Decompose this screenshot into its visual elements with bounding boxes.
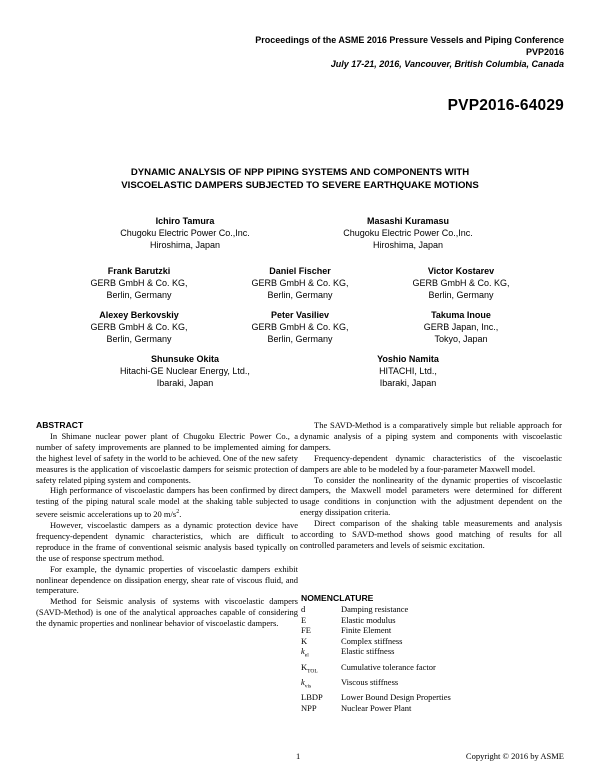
author-affiliation: HITACHI, Ltd., — [379, 366, 437, 376]
nomenclature-row — [301, 662, 563, 677]
nomenclature-definition: Viscous stiffness — [341, 676, 399, 687]
author-location: Hiroshima, Japan — [372, 240, 444, 250]
symbol-main: LBDP — [301, 692, 323, 703]
nomenclature-row — [301, 677, 563, 692]
nomenclature-row — [301, 636, 563, 647]
nomenclature-row — [301, 625, 563, 636]
nomenclature-definition: Complex stiffness — [341, 635, 403, 646]
conference-acronym: PVP2016 — [525, 47, 564, 57]
nomenclature-symbol — [301, 692, 341, 703]
author-affiliation: Hitachi-GE Nuclear Energy, Ltd., — [120, 366, 250, 376]
nomenclature-definition: Damping resistance — [341, 604, 409, 614]
author-name: Takuma Inoue — [431, 310, 491, 320]
author-affiliation: Chugoku Electric Power Co.,Inc. — [120, 228, 250, 238]
copyright-notice: Copyright © 2016 by ASME — [465, 751, 564, 761]
abstract-paragraph: However, viscoelastic dampers as a dynamic protection device have frequency-dependent dynamic characteristics, which are difficult to reproduce in the frame of conventional seismic analysis based typically on the use of response spectrum method. — [36, 519, 298, 563]
symbol-main: E — [301, 614, 307, 625]
nomenclature-definition: Elastic modulus — [341, 614, 396, 625]
author-block — [64, 309, 214, 345]
author-location: Ibaraki, Japan — [379, 378, 437, 388]
author-location: Berlin, Germany — [106, 290, 172, 300]
nomenclature-row — [301, 604, 563, 615]
abstract-right-column — [300, 420, 562, 551]
paper-id: PVP2016-64029 — [447, 97, 564, 114]
author-affiliation: GERB GmbH & Co. KG, — [90, 322, 188, 332]
nomenclature-symbol — [301, 604, 341, 615]
abstract-paragraph: Direct comparison of the shaking table measurements and analysis according to SAVD-method shows good matching of results for all controlled parameters and levels of seismic excitation. — [300, 518, 562, 550]
symbol-subscript: vis — [304, 683, 312, 690]
author-affiliation: GERB Japan, Inc., — [423, 322, 499, 332]
nomenclature-row — [301, 692, 563, 703]
author-location: Ibaraki, Japan — [156, 378, 214, 388]
author-location: Hiroshima, Japan — [149, 240, 221, 250]
nomenclature-symbol — [301, 615, 341, 626]
paper-title — [40, 166, 560, 192]
nomenclature-definition: Elastic stiffness — [341, 646, 395, 657]
author-location: Tokyo, Japan — [434, 334, 488, 344]
author-block — [333, 215, 483, 251]
nomenclature-definition: Nuclear Power Plant — [341, 702, 412, 713]
author-affiliation: GERB GmbH & Co. KG, — [251, 278, 349, 288]
author-block — [386, 265, 536, 301]
abstract-paragraph: To consider the nonlinearity of the dynamic properties of viscoelastic dampers, the Maxwell model parameters were determined for different usage conditions in conjunction with the adjustment dependent on the energy dissipation criteria. — [300, 474, 562, 518]
author-name: Peter Vasiliev — [270, 310, 330, 320]
abstract-text: High performance of viscoelastic dampers has been confirmed by direct testing of the piping natural scale model at the shaking table subjected to severe seismic accelerations up to 20 m/s — [36, 485, 298, 520]
author-name: Shunsuke Okita — [150, 354, 220, 364]
conference-title: Proceedings of the ASME 2016 Pressure Vessels and Piping Conference — [255, 35, 564, 45]
nomenclature-symbol — [301, 646, 341, 661]
abstract-paragraph — [36, 485, 298, 520]
author-affiliation: GERB GmbH & Co. KG, — [251, 322, 349, 332]
abstract-paragraph: In Shimane nuclear power plant of Chugoku Electric Power Co., a number of safety improvements are planned to be implemented aiming for the highest level of safety in the world to be achieved. One of the new safety measures is the application of viscoelastic dampers for seismic protection of safety related piping system and components. — [36, 430, 298, 485]
title-line-2: VISCOELASTIC DAMPERS SUBJECTED TO SEVERE EARTHQUAKE MOTIONS — [121, 180, 479, 191]
title-line-1: DYNAMIC ANALYSIS OF NPP PIPING SYSTEMS AND COMPONENTS WITH — [130, 167, 470, 178]
abstract-left-column — [36, 420, 298, 629]
nomenclature-row — [301, 615, 563, 626]
author-name: Alexey Berkovskiy — [99, 310, 179, 320]
author-affiliation: GERB GmbH & Co. KG, — [90, 278, 188, 288]
author-location: Berlin, Germany — [428, 290, 494, 300]
page-number: 1 — [296, 751, 301, 761]
nomenclature-definition: Cumulative tolerance factor — [341, 661, 436, 672]
nomenclature-row — [301, 703, 563, 714]
symbol-subscript: TOL — [307, 668, 318, 675]
symbol-main: K — [301, 661, 308, 672]
abstract-paragraph: The SAVD-Method is a comparatively simple but reliable approach for dynamic analysis of a piping system and components with viscoelastic dampers. — [300, 420, 562, 452]
author-block — [225, 265, 375, 301]
author-location: Berlin, Germany — [267, 334, 333, 344]
symbol-subscript: el — [304, 653, 309, 660]
symbol-main: d — [301, 604, 306, 614]
author-block — [110, 215, 260, 251]
symbol-main: K — [301, 635, 308, 646]
nomenclature-symbol — [301, 625, 341, 636]
nomenclature-symbol — [301, 677, 341, 692]
conference-dates-location: July 17-21, 2016, Vancouver, British Columbia, Canada — [330, 59, 564, 69]
abstract-heading: ABSTRACT — [36, 420, 84, 430]
author-block — [110, 353, 260, 389]
abstract-paragraph: Frequency-dependent dynamic characteristics of the viscoelastic dampers are able to be modeled by a four-parameter Maxwell model. — [300, 452, 562, 474]
author-name: Masashi Kuramasu — [366, 216, 450, 226]
author-block — [386, 309, 536, 345]
author-location: Berlin, Germany — [106, 334, 172, 344]
author-block — [333, 353, 483, 389]
author-affiliation: GERB GmbH & Co. KG, — [412, 278, 510, 288]
abstract-text: . — [179, 509, 182, 520]
abstract-paragraph: For example, the dynamic properties of viscoelastic dampers exhibit nonlinear dependence on dissipation energy, shear rate of viscous fluid, and temperature. — [36, 563, 298, 596]
symbol-main: FE — [301, 625, 311, 636]
author-name: Ichiro Tamura — [155, 216, 215, 226]
nomenclature-definition: Lower Bound Design Properties — [341, 692, 451, 703]
nomenclature-symbol — [301, 662, 341, 677]
nomenclature-heading: NOMENCLATURE — [301, 593, 374, 603]
nomenclature-definition: Finite Element — [341, 625, 392, 636]
nomenclature-symbol — [301, 703, 341, 714]
abstract-paragraph: Method for Seismic analysis of systems with viscoelastic dampers (SAVD-Method) is one of the analytical approaches capable of considering the dynamic properties and nonlinear behavior of viscoelastic dampers. — [36, 596, 298, 629]
author-affiliation: Chugoku Electric Power Co.,Inc. — [343, 228, 473, 238]
author-name: Yoshio Namita — [377, 354, 439, 364]
author-name: Victor Kostarev — [427, 266, 495, 276]
symbol-main: NPP — [301, 702, 317, 713]
author-block — [64, 265, 214, 301]
conference-info — [255, 34, 564, 70]
nomenclature-row — [301, 646, 563, 661]
superscript: 2 — [176, 509, 180, 516]
author-block — [225, 309, 375, 345]
author-name: Frank Barutzki — [107, 266, 171, 276]
nomenclature-symbol — [301, 636, 341, 647]
symbol-main: k — [301, 646, 305, 657]
author-location: Berlin, Germany — [267, 290, 333, 300]
author-name: Daniel Fischer — [269, 266, 331, 276]
symbol-main: k — [301, 676, 305, 687]
nomenclature — [301, 593, 563, 713]
